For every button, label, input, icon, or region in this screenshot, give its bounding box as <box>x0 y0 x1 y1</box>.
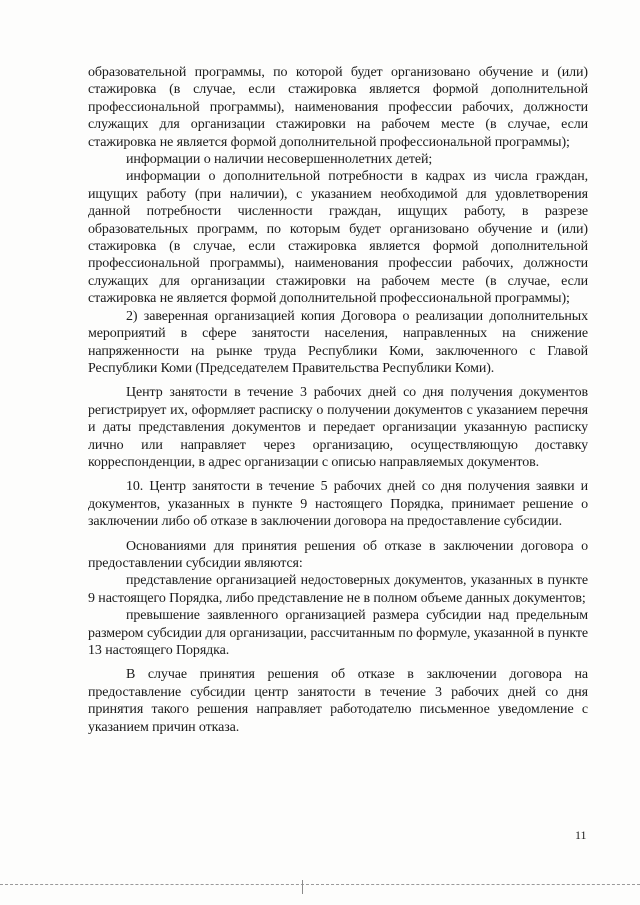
page-number: 11 <box>575 828 587 842</box>
paragraph-continuation: образовательной программы, по которой будет организовано обучение и (или) стажировка (в случае, если стажировка является формой дополнительной профессиональной программы), наименования профессии рабочих, должности служащих для организации стажировки на рабочем месте (в случае, если стажировка не является формой дополнительной профессиональной программы); <box>88 65 588 150</box>
paragraph-ground-false-documents: представление организацией недостоверных документов, указанных в пункте 9 настоящего Порядка, либо представление не в полном объеме данных документов; <box>88 573 588 606</box>
paragraph-registration: Центр занятости в течение 3 рабочих дней со дня получения документов регистрирует их, оформляет расписку о получении документов с указанием перечня и даты представления документов и передает организации указанную расписку лично или направляет через организацию, осуществляющую доставку корреспонденции, в адрес организации с описью направляемых документов. <box>88 385 588 470</box>
paragraph-contract-copy: 2) заверенная организацией копия Договора о реализации дополнительных мероприятий в сфере занятости населения, направленных на снижение напряженности на рынке труда Республики Коми, заключенного с Главой Республики Коми (Председателем Правительства Республики Коми). <box>88 308 588 376</box>
paragraph-refusal-grounds: Основаниями для принятия решения об отказе в заключении договора о предоставлении субсидии являются: <box>88 538 588 571</box>
document-body <box>88 64 588 736</box>
paragraph-minors-info: информации о наличии несовершеннолетних детей; <box>126 152 433 168</box>
scan-edge-line <box>0 884 640 886</box>
paragraph-refusal-notice: В случае принятия решения об отказе в заключении договора на предоставление субсидии центр занятости в течение 3 рабочих дней со дня принятия такого решения направляет работодателю письменное уведомление с указанием причин отказа. <box>88 667 588 735</box>
scan-fold-mark <box>302 880 303 894</box>
paragraph-ground-excess-subsidy: превышение заявленного организацией размера субсидии над предельным размером субсидии для организации, рассчитанным по формуле, указанной в пункте 13 настоящего Порядка. <box>88 608 588 658</box>
paragraph-item-10: 10. Центр занятости в течение 5 рабочих дней со дня получения заявки и документов, указанных в пункте 9 настоящего Порядка, принимает решение о заключении либо об отказе в заключении договора на предоставление субсидии. <box>88 479 588 530</box>
paragraph-staff-needs: информации о дополнительной потребности в кадрах из числа граждан, ищущих работу (при наличии), с указанием необходимой для удовлетворения данной потребности численности граждан, ищущих работу, в разрезе образовательных программ, по которым будет организовано обучение и (или) стажировка (в случае, если стажировка является формой дополнительной профессиональной программы), наименования профессии рабочих, должности служащих для организации стажировки на рабочем месте (в случае, если стажировка не является формой дополнительной профессиональной программы); <box>88 169 588 307</box>
